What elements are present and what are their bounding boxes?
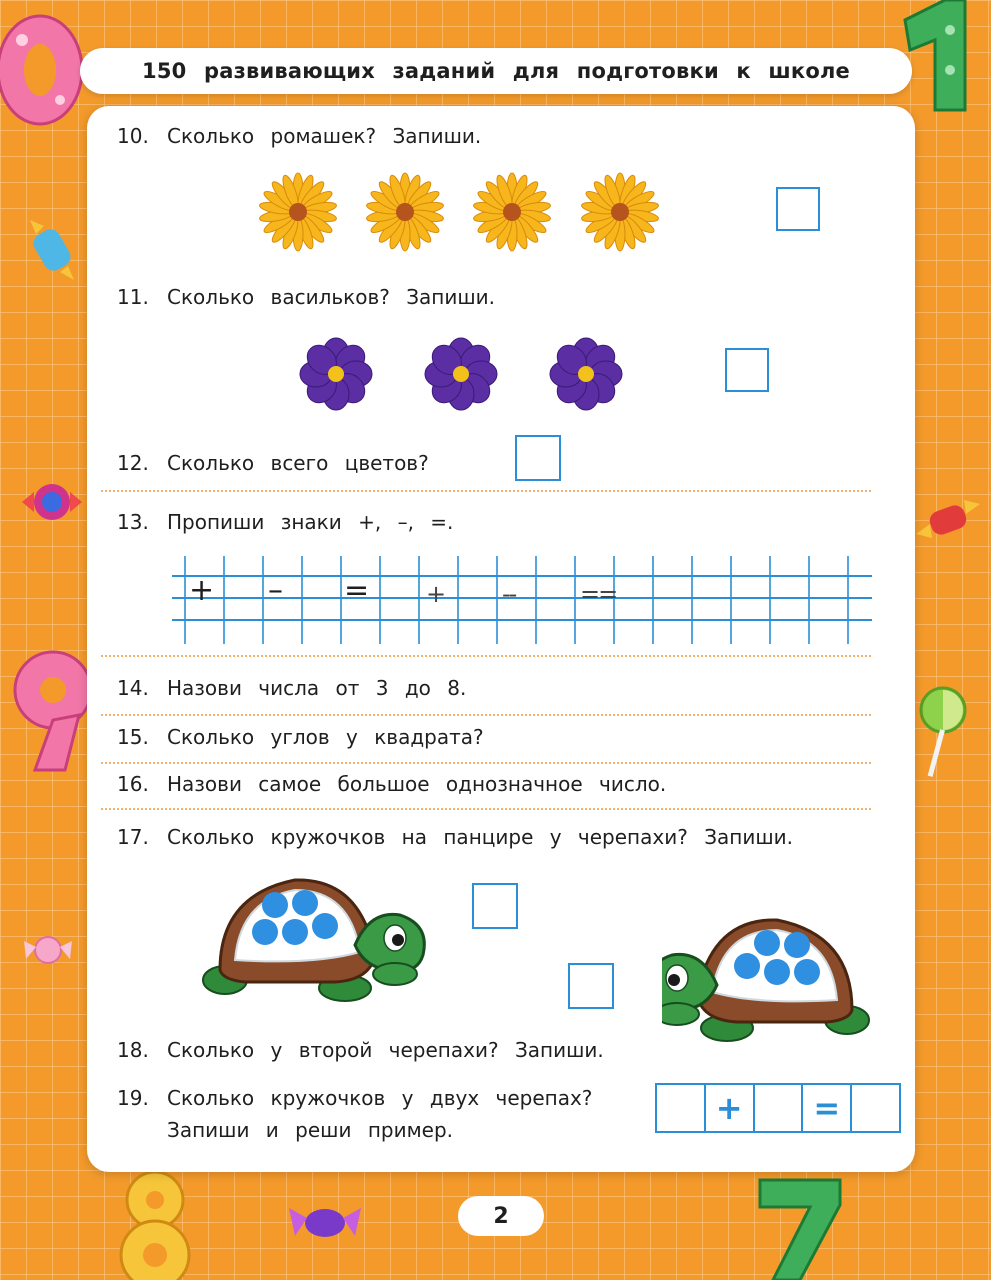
- candy-icon: [20, 925, 76, 975]
- shell-dot: [282, 919, 308, 945]
- question-19-line2: Запиши и реши пример.: [167, 1118, 454, 1142]
- turtle-illustration-2: [662, 910, 877, 1050]
- question-12: 12. Сколько всего цветов?: [117, 451, 429, 475]
- equation-cell-2[interactable]: [755, 1085, 804, 1131]
- shell-dot: [754, 930, 780, 956]
- number-9-icon: [5, 645, 100, 775]
- shell-dot: [262, 892, 288, 918]
- shell-dot: [764, 959, 790, 985]
- number-8-icon: [110, 1170, 200, 1280]
- question-18: 18. Сколько у второй черепахи? Запиши.: [117, 1038, 604, 1062]
- equation-cell-result[interactable]: [852, 1085, 899, 1131]
- daisy-icon: [580, 172, 660, 252]
- turtle-illustration-1: [195, 870, 430, 1010]
- question-16: 16. Назови самое большое однозначное число.: [117, 772, 667, 796]
- shell-dot: [292, 890, 318, 916]
- sample-sign-equals: =: [344, 573, 370, 608]
- shell-dot: [312, 913, 338, 939]
- answer-box-q18[interactable]: [568, 963, 614, 1009]
- equation-cell-1[interactable]: [657, 1085, 706, 1131]
- candy-icon: [22, 210, 82, 290]
- sample-sign-plus: +: [189, 573, 215, 608]
- sample-sign-minus: –: [268, 573, 283, 608]
- shell-dot: [734, 953, 760, 979]
- book-title: 150 развивающих заданий для подготовки к школе: [142, 59, 850, 83]
- cornflower-icon: [421, 334, 501, 414]
- turtle-leg: [373, 963, 417, 985]
- question-15: 15. Сколько углов у квадрата?: [117, 725, 484, 749]
- question-19: 19. Сколько кружочков у двух черепах?: [117, 1086, 593, 1110]
- candy-icon: [912, 490, 984, 550]
- answer-box-q10[interactable]: [776, 187, 820, 231]
- cornflower-icon: [546, 334, 626, 414]
- question-17: 17. Сколько кружочков на панцире у черепахи? Запиши.: [117, 825, 793, 849]
- divider: [101, 808, 871, 810]
- practice-sign-plus: +: [426, 580, 445, 608]
- answer-box-q11[interactable]: [725, 348, 769, 392]
- shell-dot: [252, 919, 278, 945]
- turtle-pupil: [668, 974, 680, 986]
- divider: [101, 490, 871, 492]
- shell-dot: [784, 932, 810, 958]
- book-title-bar: [80, 48, 912, 94]
- practice-sign-equals: ==: [580, 580, 617, 608]
- shell-dot: [794, 959, 820, 985]
- equation-boxes[interactable]: [655, 1083, 901, 1133]
- divider: [101, 714, 871, 716]
- lollipop-icon: [918, 685, 968, 780]
- answer-box-q12[interactable]: [515, 435, 561, 481]
- daisy-icon: [365, 172, 445, 252]
- cornflower-icon: [296, 334, 376, 414]
- turtle-pupil: [392, 934, 404, 946]
- page-number: 2: [458, 1196, 544, 1236]
- number-7-icon: [755, 1175, 845, 1280]
- question-11: 11. Сколько васильков? Запиши.: [117, 285, 496, 309]
- divider: [101, 655, 871, 657]
- daisy-icon: [258, 172, 338, 252]
- question-10: 10. Сколько ромашек? Запиши.: [117, 124, 482, 148]
- equation-plus-sign: +: [706, 1085, 755, 1131]
- turtle-leg: [662, 1003, 699, 1025]
- question-14: 14. Назови числа от 3 до 8.: [117, 676, 467, 700]
- practice-sign-minus: --: [502, 580, 516, 608]
- divider: [101, 762, 871, 764]
- daisy-icon: [472, 172, 552, 252]
- candy-icon: [285, 1198, 365, 1248]
- candy-icon: [20, 470, 84, 534]
- answer-box-q17[interactable]: [472, 883, 518, 929]
- equation-equals-sign: =: [803, 1085, 852, 1131]
- question-13: 13. Пропиши знаки +, –, =.: [117, 510, 454, 534]
